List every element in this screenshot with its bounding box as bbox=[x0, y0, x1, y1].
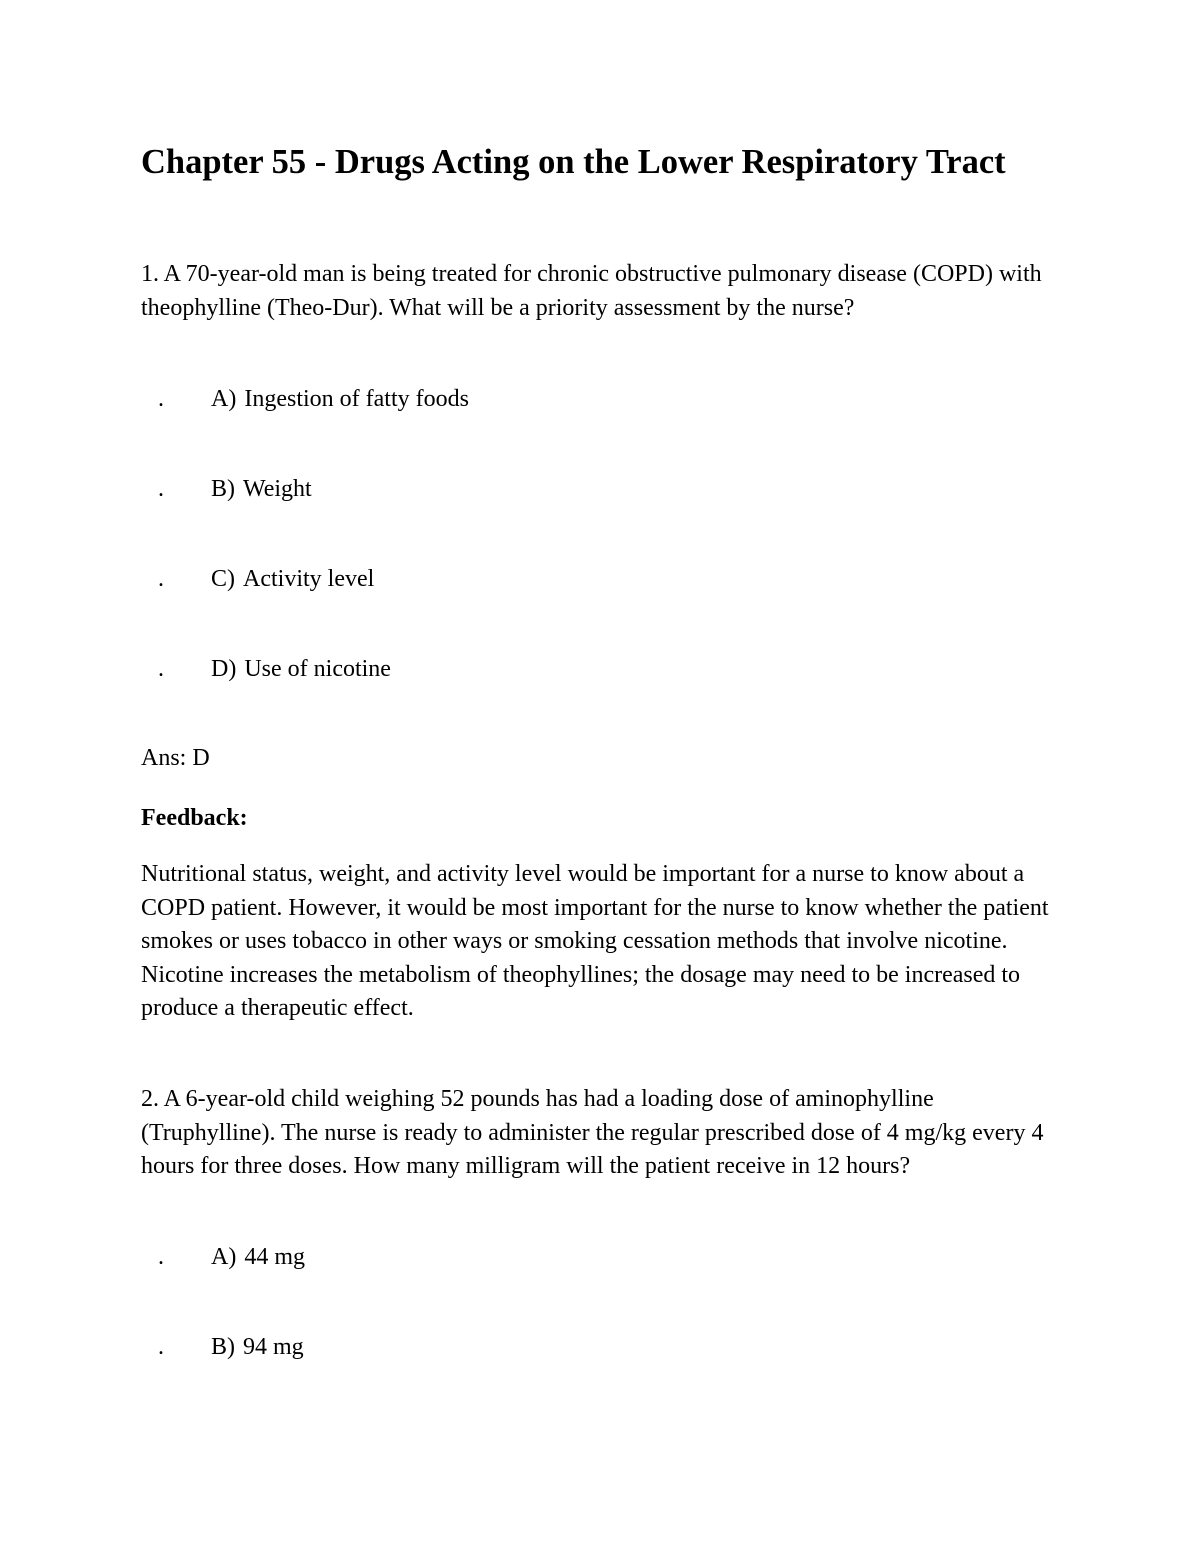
chapter-title: Chapter 55 - Drugs Acting on the Lower Respiratory Tract bbox=[141, 143, 1006, 181]
question-1-option-a bbox=[158, 382, 469, 416]
option-bullet: . bbox=[158, 566, 164, 592]
option-text: Ingestion of fatty foods bbox=[244, 386, 469, 412]
option-text: 44 mg bbox=[244, 1244, 305, 1270]
question-1-option-d bbox=[158, 652, 391, 686]
option-letter: A) bbox=[211, 1244, 237, 1270]
option-letter: B) bbox=[211, 476, 235, 502]
option-text: 94 mg bbox=[243, 1334, 304, 1360]
question-1-feedback: Nutritional status, weight, and activity level would be important for a nurse to know about a COPD patient. However, it would be most important for the nurse to know whether the patient smokes or uses tobacco in other ways or smoking cessation methods that involve nicotine. Nicotine increases the metabolism of theophyllines; the dosage may need to be increased to produce a therapeutic effect. bbox=[141, 861, 1049, 1021]
question-2-option-b bbox=[158, 1330, 304, 1364]
option-text: Activity level bbox=[243, 566, 375, 592]
option-letter: B) bbox=[211, 1334, 235, 1360]
question-1-answer: Ans: D bbox=[141, 745, 210, 771]
option-letter: C) bbox=[211, 566, 235, 592]
option-text: Weight bbox=[243, 476, 312, 502]
option-bullet: . bbox=[158, 1334, 164, 1360]
question-1-stem: 1. A 70-year-old man is being treated for chronic obstructive pulmonary disease (COPD) with theophylline (Theo-Dur). What will be a priority assessment by the nurse? bbox=[141, 261, 1042, 321]
question-2-option-a bbox=[158, 1240, 305, 1274]
option-text: Use of nicotine bbox=[244, 656, 391, 682]
feedback-label: Feedback: bbox=[141, 805, 248, 831]
option-letter: D) bbox=[211, 656, 237, 682]
question-1-option-c bbox=[158, 562, 374, 596]
option-bullet: . bbox=[158, 386, 164, 412]
question-1-option-b bbox=[158, 472, 312, 506]
option-letter: A) bbox=[211, 386, 237, 412]
option-bullet: . bbox=[158, 476, 164, 502]
option-bullet: . bbox=[158, 1244, 164, 1270]
option-bullet: . bbox=[158, 656, 164, 682]
question-2-stem: 2. A 6-year-old child weighing 52 pounds has had a loading dose of aminophylline (Truphylline). The nurse is ready to administer the regular prescribed dose of 4 mg/kg every 4 hours for three doses. How many milligram will the patient receive in 12 hours? bbox=[141, 1086, 1044, 1179]
